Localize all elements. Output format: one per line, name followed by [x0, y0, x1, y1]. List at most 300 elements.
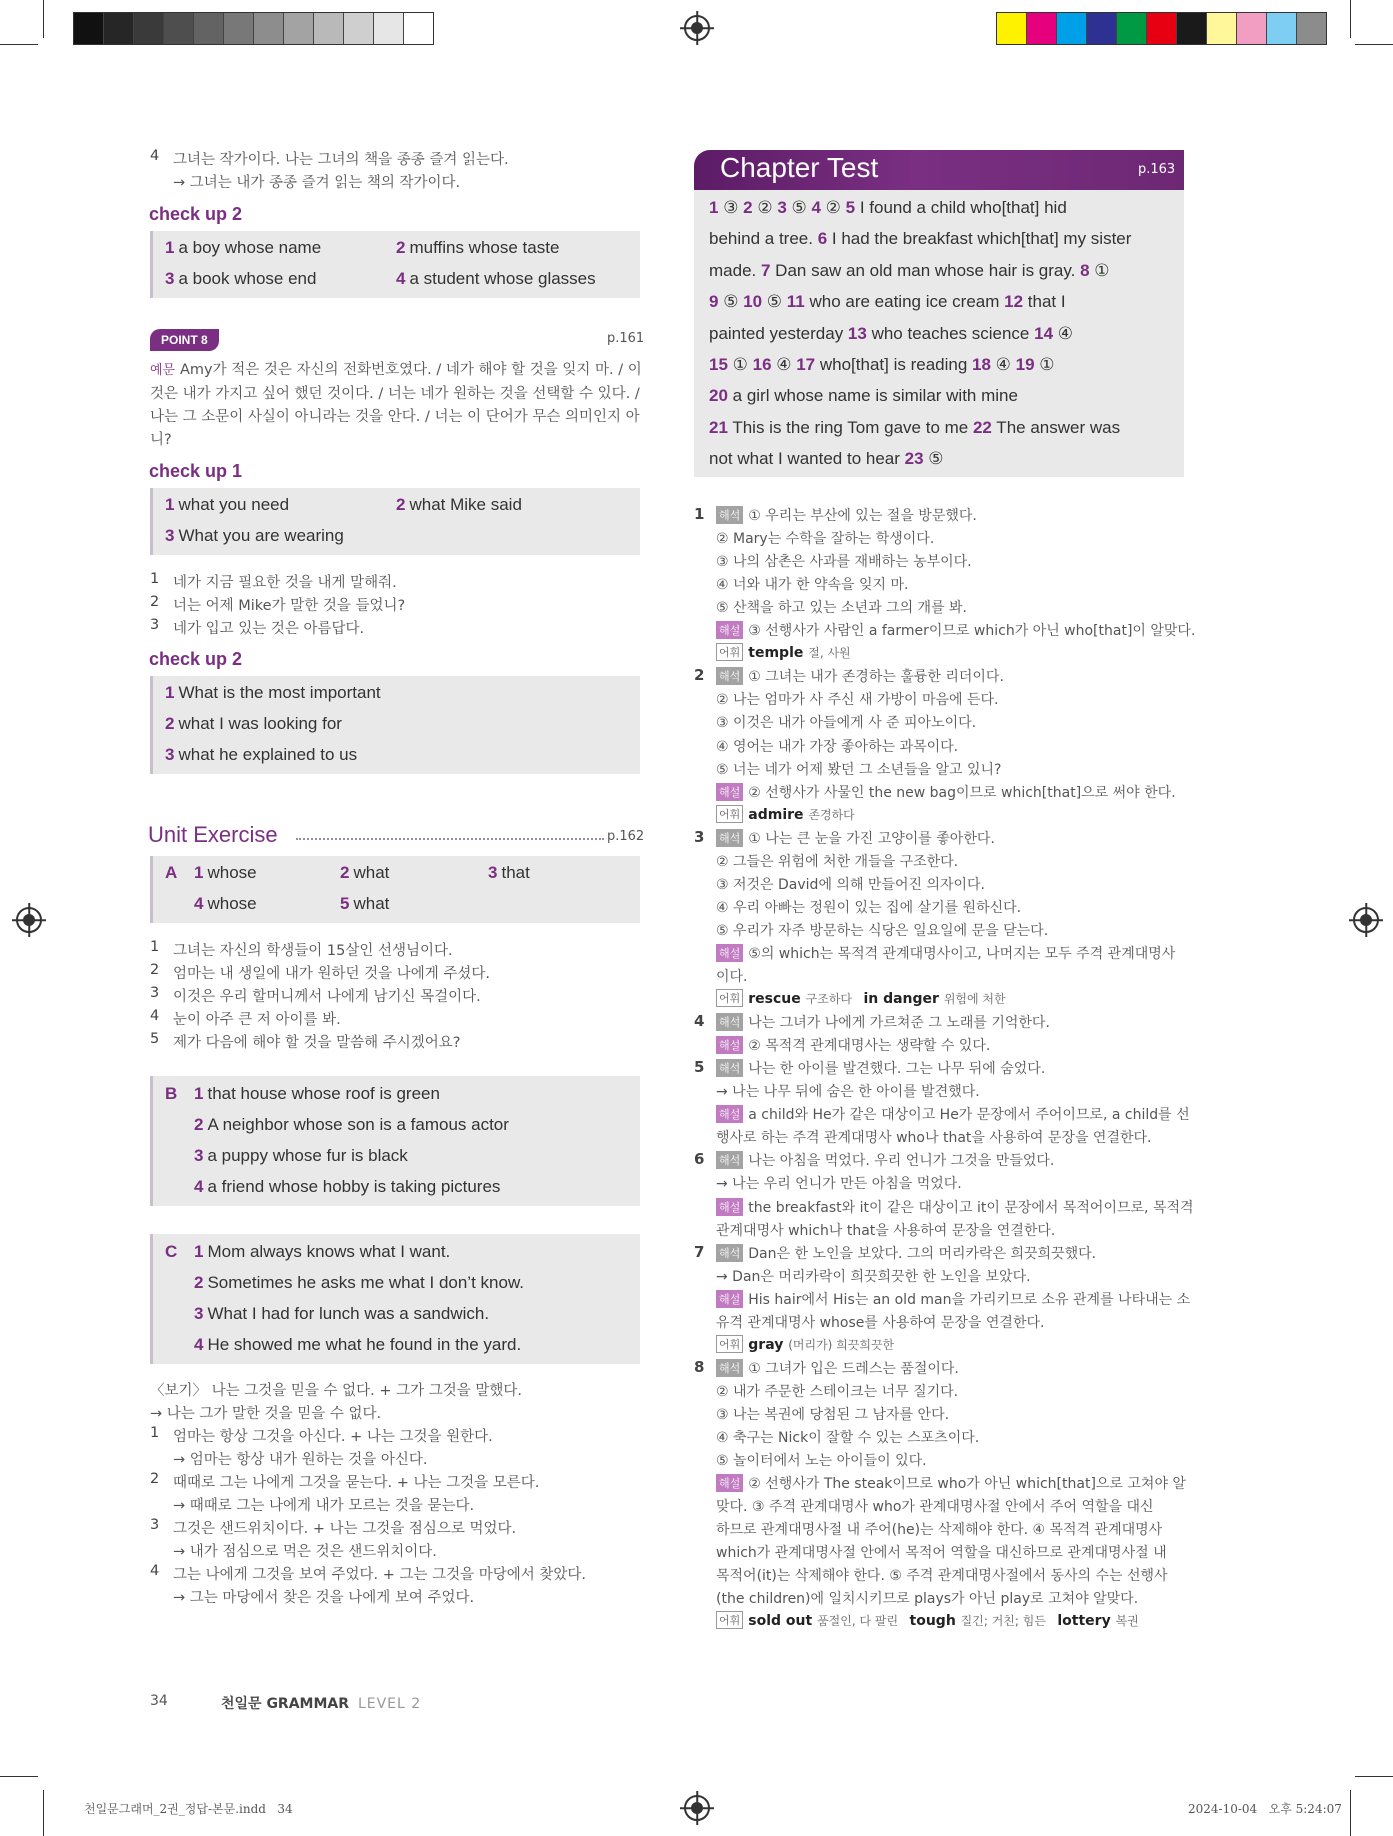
gray-swatch-2 [104, 13, 134, 44]
explanation-line [716, 1381, 958, 1401]
color-swatch-3 [1057, 13, 1087, 44]
label-badge: 해석 [716, 506, 743, 524]
crop-mark [1355, 44, 1393, 45]
chapter-test-line [709, 324, 1073, 344]
color-swatch-4 [1087, 13, 1117, 44]
explanation-text: ③ 선행사가 사람인 a farmer이므로 which가 아닌 who[that]이 알맞다. [748, 623, 1196, 640]
explanation-line [716, 551, 972, 571]
vocab-word: sold out [748, 1613, 818, 1630]
item-number: 1 [150, 571, 160, 587]
label-badge: 해석 [716, 1244, 743, 1262]
footer-brand: 천일문 GRAMMAR LEVEL 2 [221, 1696, 422, 1712]
answer-text: ⑤ [786, 198, 812, 217]
crop-mark [0, 1776, 38, 1777]
answer-text: The answer was [991, 417, 1121, 437]
explanation-line [716, 1150, 1054, 1170]
question-number: 3 [777, 198, 787, 217]
explanation-text: ④ 축구는 Nick이 잘할 수 있는 스포츠이다. [716, 1430, 980, 1446]
answer-item: 1 What is the most important [165, 683, 381, 702]
answer-text: Dan saw an old man whose hair is gray. [770, 260, 1081, 280]
vocab-word: gray [748, 1336, 789, 1353]
explanation-line [716, 1519, 1162, 1539]
checkup-2b-heading: check up 2 [149, 649, 243, 669]
gray-swatch-1 [74, 13, 104, 44]
vocab-meaning: 복권 [1115, 1614, 1151, 1629]
example-line: 것은 내가 가지고 싶어 했던 것이다. / 너는 네가 원하는 것을 선택할 수 있다. / [150, 386, 640, 402]
explanation-line [716, 1450, 927, 1470]
explanation-line [716, 1496, 1154, 1516]
translation-line: 눈이 아주 큰 저 아이를 봐. [173, 1012, 341, 1028]
registration-mark-right [1353, 907, 1379, 933]
translation-line: 네가 입고 있는 것은 아름답다. [173, 621, 365, 637]
vocab-word: admire [748, 806, 809, 823]
vocab-meaning: 질긴; 거친; 힘든 [960, 1614, 1058, 1629]
color-swatch-2 [1027, 13, 1057, 44]
question-number: 21 [709, 417, 728, 437]
answer-text: ① [727, 355, 753, 374]
answer-item: 3 a puppy whose fur is black [194, 1146, 408, 1165]
explanation-text: ⑤ 산책을 하고 있는 소년과 그의 개를 봐. [716, 600, 968, 617]
explanation-number: 7 [694, 1242, 705, 1261]
explanation-line [716, 828, 995, 848]
explanation-line [716, 1427, 979, 1447]
question-number: 20 [709, 386, 728, 406]
explanation-text: ④ 우리 아빠는 정원이 있는 집에 살기를 원하신다. [716, 899, 1022, 916]
answer-text: ④ [990, 355, 1016, 374]
vocab-word: lottery [1057, 1613, 1116, 1630]
crop-mark [1355, 1776, 1393, 1777]
gray-swatch-5 [194, 13, 224, 44]
explanation-line [716, 505, 977, 525]
translation-line: 엄마는 내 생일에 내가 원하던 것을 나에게 주셨다. [173, 966, 491, 982]
explanation-line [716, 1542, 1167, 1562]
answer-text: ⑤ [718, 292, 744, 312]
answer-text: painted yesterday [709, 323, 848, 343]
color-swatch-5 [1117, 13, 1147, 44]
explanation-line [716, 1243, 1096, 1263]
page-number: 34 [150, 1693, 168, 1709]
explanation-text: ① 그녀는 내가 존경하는 훌륭한 리더이다. [748, 669, 1004, 686]
answer-text: ⑤ [762, 292, 787, 312]
answer-item: 3 What you are wearing [165, 526, 344, 545]
chapter-test-line [709, 386, 1018, 406]
answer-item: 4 whose [194, 894, 257, 913]
explanation-text: ② 목적격 관계대명사는 생략할 수 있다. [748, 1038, 991, 1055]
label-badge: 어휘 [716, 805, 743, 823]
explanation-text: ⑤ 너는 네가 어제 봤던 그 소년들을 알고 있니? [716, 761, 1002, 778]
explanation-text: ⑤ 놀이터에서 노는 아이들이 있다. [716, 1453, 927, 1470]
checkup-2-heading: check up 2 [149, 204, 243, 224]
color-swatch-10 [1267, 13, 1297, 44]
section-c-letter: C [165, 1242, 178, 1261]
question-number: 16 [752, 355, 772, 374]
explanation-line [716, 782, 1176, 802]
explanation-line [716, 1081, 980, 1101]
registration-mark-top [684, 15, 710, 41]
chapter-test-line [709, 229, 1131, 249]
label-badge: 해석 [716, 1359, 743, 1377]
answer-item: 1 whose [194, 863, 257, 882]
explanation-text: ⑤ 우리가 자주 방문하는 식당은 일요일에 문을 닫는다. [716, 922, 1049, 939]
explanation-line [716, 689, 999, 709]
page-reference: p.161 [607, 331, 645, 346]
explanation-line [716, 874, 985, 894]
label-badge: 해석 [716, 667, 743, 685]
explanation-text: 관계대명사 which나 that을 사용하여 문장을 연결한다. [716, 1222, 1056, 1239]
explanation-line [716, 666, 1004, 686]
item-number: 2 [150, 962, 160, 978]
answer-item: 3 a book whose end [165, 269, 317, 288]
example-line: 나는 그 소문이 사실이 아니라는 것을 안다. / 너는 이 단어가 무슨 의미인지 아 [150, 409, 640, 425]
chapter-test-line [709, 355, 1055, 375]
explanation-line [716, 759, 1002, 779]
explanation-text: 행사로 하는 주격 관계대명사 who나 that을 사용하여 문장을 연결한다. [716, 1130, 1152, 1147]
label-badge: 어휘 [716, 1611, 743, 1629]
explanation-line [716, 620, 1195, 640]
answer-text: ⑤ [923, 449, 944, 469]
answer-text: behind a tree. [709, 229, 818, 249]
question-number: 4 [811, 198, 821, 217]
answer-item: 4 He showed me what he found in the yard. [194, 1335, 522, 1354]
page-reference: p.163 [1138, 162, 1176, 177]
question-number: 15 [709, 355, 728, 374]
color-swatch-11 [1297, 13, 1326, 44]
explanation-number: 8 [694, 1357, 705, 1376]
explanation-text: ② 그들은 위험에 처한 개들을 구조한다. [716, 853, 959, 870]
explanation-text: ④ 영어는 내가 가장 좋아하는 과목이다. [716, 738, 959, 755]
gray-swatch-8 [284, 13, 314, 44]
question-number: 17 [796, 355, 816, 374]
explanation-text: ⑤의 which는 목적격 관계대명사이고, 나머지는 모두 주격 관계대명사 [748, 945, 1176, 962]
chapter-test-line [709, 418, 1120, 438]
explanation-text: ② 선행사가 The steak이므로 who가 아닌 which[that]으로 고쳐야 알 [748, 1476, 1186, 1493]
explanation-line [716, 528, 934, 548]
explanation-number: 2 [694, 666, 705, 685]
explanation-text: the breakfast와 it이 같은 대상이고 it이 문장에서 목적어이므로, 목적격 [748, 1199, 1194, 1216]
item-number: 3 [150, 617, 160, 633]
explanation-text: His hair에서 His는 an old man을 가리키므로 소유 관계를 나타내는 소 [748, 1291, 1191, 1308]
color-swatch-8 [1207, 13, 1237, 44]
explanation-text: 이다. [716, 969, 748, 985]
item-number: 5 [150, 1031, 160, 1047]
question-number: 19 [1015, 355, 1035, 374]
answer-item: 2 A neighbor whose son is a famous actor [194, 1115, 509, 1134]
label-badge: 해석 [716, 829, 743, 847]
label-badge: 해석 [716, 1151, 743, 1169]
question-number: 22 [972, 417, 992, 437]
answer-text: I had the breakfast which[that] my sister [827, 229, 1132, 249]
explanation-line [716, 1404, 949, 1424]
explanation-text: ① 나는 큰 눈을 가진 고양이를 좋아한다. [748, 830, 995, 847]
label-badge: 해설 [716, 944, 743, 962]
answer-text: not what I wanted to hear [709, 449, 905, 469]
explanation-line [716, 1611, 1150, 1629]
label-badge: 해설 [716, 1105, 743, 1123]
answer-text: who[that] is reading [815, 355, 973, 374]
answer-item: 2 muffins whose taste [396, 238, 560, 257]
explanation-line [716, 1220, 1055, 1240]
question-number: 11 [786, 292, 805, 312]
explanation-text: ② 나는 엄마가 사 주신 새 가방이 마음에 든다. [716, 692, 999, 709]
explanation-number: 3 [694, 827, 705, 846]
explanation-text: ② 내가 주문한 스테이크는 너무 질기다. [716, 1383, 959, 1400]
vocab-meaning: (머리가) 희끗희끗한 [788, 1337, 906, 1352]
gray-swatch-4 [164, 13, 194, 44]
slug-timestamp: 2024-10-04 오후 5:24:07 [1188, 1802, 1342, 1816]
translation-line: 네가 지금 필요한 것을 내게 말해줘. [173, 575, 397, 591]
explanation-line [716, 712, 976, 732]
gray-swatch-11 [374, 13, 404, 44]
vocab-meaning: 위험에 처한 [943, 992, 1018, 1007]
unit-exercise-title: Unit Exercise [148, 822, 278, 847]
question-number: 9 [709, 292, 719, 312]
translation-line: 제가 다음에 해야 할 것을 말씀해 주시겠어요? [173, 1035, 461, 1051]
answer-item: 4 a friend whose hobby is taking pictures [194, 1177, 501, 1196]
checkup-1-heading: check up 1 [149, 461, 243, 481]
answer-item: 1 what you need [165, 495, 290, 514]
color-bar [996, 12, 1327, 45]
explanation-line [716, 897, 1021, 917]
answer-text: I found a child who[that] hid [855, 198, 1067, 217]
crop-mark [0, 44, 38, 45]
vocab-meaning: 절, 사원 [808, 646, 863, 661]
question-number: 18 [972, 355, 991, 374]
explanation-line [716, 1358, 959, 1378]
label-badge: 해설 [716, 621, 743, 639]
vocab-word: in danger [863, 991, 944, 1008]
explanation-number: 4 [694, 1012, 705, 1031]
section-b-letter: B [165, 1084, 178, 1103]
explanation-line [716, 943, 1175, 963]
answer-text: made. [709, 260, 761, 280]
vocab-word: rescue [748, 991, 806, 1008]
explanation-text: → 나는 우리 언니가 만든 아침을 먹었다. [716, 1176, 962, 1193]
chapter-test-line [709, 449, 944, 469]
explanation-line [716, 643, 862, 661]
vocab-word: temple [748, 645, 809, 662]
translation-line: 때때로 그는 나에게 그것을 묻는다. + 나는 그것을 모른다. [173, 1475, 540, 1491]
answer-item: 1 that house whose roof is green [194, 1084, 440, 1103]
explanation-text: 맞다. ③ 주격 관계대명사 who가 관계대명사절 안에서 주어 역할을 대신 [716, 1499, 1154, 1516]
crop-mark [43, 1790, 44, 1836]
answer-item: 5 what [340, 894, 390, 913]
item-number: 2 [150, 1471, 160, 1487]
chapter-test-line [709, 292, 1066, 312]
item-number: 1 [150, 1425, 160, 1441]
translation-line: → 그는 마당에서 찾은 것을 나에게 보여 주었다. [173, 1590, 475, 1606]
vocab-meaning: 존경하다 [808, 807, 867, 822]
translation-line: 그는 나에게 그것을 보여 주었다. + 그는 그것을 마당에서 찾았다. [173, 1567, 587, 1583]
vocab-word: tough [909, 1613, 961, 1630]
explanation-number: 5 [694, 1058, 705, 1077]
answer-item: 1 Mom always knows what I want. [194, 1242, 451, 1261]
color-swatch-6 [1147, 13, 1177, 44]
explanation-text: ② 선행사가 사물인 the new bag이므로 which[that]으로 써야 한다. [748, 784, 1176, 801]
example-sentence: → 나는 그가 말한 것을 믿을 수 없다. [150, 1406, 382, 1422]
answer-text: who teaches science [866, 323, 1035, 343]
explanation-text: ③ 나의 삼촌은 사과를 재배하는 농부이다. [716, 554, 972, 571]
label-badge: 해설 [716, 1474, 743, 1492]
answer-text: ③ [718, 198, 744, 217]
answer-text: ② [752, 198, 778, 217]
explanation-line [716, 1127, 1151, 1147]
slug-file-name: 천일문그래머_2권_정답-본문.indd 34 [84, 1802, 293, 1816]
chapter-test-line [709, 198, 1067, 218]
gray-swatch-7 [254, 13, 284, 44]
explanation-line [716, 1565, 1168, 1585]
explanation-line [716, 1588, 1138, 1608]
answer-text: This is the ring Tom gave to me [727, 417, 973, 437]
label-badge: 어휘 [716, 643, 743, 661]
answer-text: that I [1023, 292, 1066, 312]
item-number: 1 [150, 939, 160, 955]
explanation-text: 나는 아침을 먹었다. 우리 언니가 그것을 만들었다. [748, 1153, 1055, 1170]
label-badge: 해석 [716, 1059, 743, 1077]
explanation-text: ④ 너와 내가 한 약속을 잊지 마. [716, 577, 909, 594]
gray-swatch-3 [134, 13, 164, 44]
translation-line: 이것은 우리 할머니께서 나에게 남기신 목걸이다. [173, 989, 481, 1005]
explanation-text: ③ 저것은 David에 의해 만들어진 의자이다. [716, 876, 986, 893]
item-number: 4 [150, 1008, 160, 1024]
translation-line: → 엄마는 항상 내가 원하는 것을 아신다. [173, 1452, 428, 1468]
section-a-letter: A [165, 863, 178, 882]
translation-line: → 그녀는 내가 종종 즐겨 읽는 책의 작가이다. [173, 175, 461, 191]
explanation-text: ③ 나는 복권에 당첨된 그 남자를 안다. [716, 1406, 950, 1423]
explanation-number: 6 [694, 1150, 705, 1169]
question-number: 1 [709, 198, 719, 217]
example-sentence: 〈보기〉 나는 그것을 믿을 수 없다. + 그가 그것을 말했다. [150, 1383, 522, 1399]
explanation-text: a child와 He가 같은 대상이고 He가 문장에서 주어이므로, a child를 선 [748, 1107, 1190, 1124]
label-badge: 해석 [716, 1013, 743, 1031]
example-line: 니? [150, 432, 172, 448]
answer-item: 3 that [488, 863, 530, 882]
item-number: 4 [150, 148, 160, 164]
explanation-line [716, 736, 958, 756]
answer-text: ④ [771, 355, 797, 374]
question-number: 23 [904, 449, 924, 469]
explanation-line [716, 1035, 990, 1055]
label-badge: 해설 [716, 783, 743, 801]
explanation-number: 1 [694, 505, 705, 523]
explanation-text: (the children)에 일치시키므로 plays가 아닌 play로 고쳐야 알맞다. [716, 1591, 1139, 1608]
crop-mark [1350, 0, 1351, 38]
explanation-text: ③ 이것은 내가 아들에게 사 준 피아노이다. [716, 715, 977, 732]
example-line: Amy가 적은 것은 자신의 전화번호였다. / 네가 해야 할 것을 잊지 마. / 이 [180, 362, 642, 378]
crop-mark [1350, 1790, 1351, 1836]
item-number: 4 [150, 1563, 160, 1579]
explanation-line [716, 1104, 1190, 1124]
explanation-text: ② Mary는 수학을 잘하는 학생이다. [716, 531, 935, 548]
answer-text: who are eating ice cream [804, 292, 1005, 312]
question-number: 5 [845, 198, 856, 217]
explanation-text: 나는 그녀가 나에게 가르쳐준 그 노래를 기억한다. [748, 1015, 1050, 1032]
explanation-line [716, 1266, 1031, 1286]
answer-item: 4 a student whose glasses [396, 269, 596, 288]
explanation-line [716, 1312, 1044, 1332]
point-8-badge: POINT 8 [150, 329, 219, 351]
explanation-line [716, 989, 1017, 1007]
gray-swatch-9 [314, 13, 344, 44]
title-leader-dots [296, 838, 604, 840]
item-number: 3 [150, 985, 160, 1001]
question-number: 2 [743, 198, 753, 217]
translation-line: → 때때로 그는 나에게 내가 모르는 것을 묻는다. [173, 1498, 475, 1514]
registration-mark-bottom [684, 1795, 710, 1821]
question-number: 14 [1034, 323, 1054, 343]
question-number: 13 [847, 323, 867, 343]
answer-item: 2 Sometimes he asks me what I don’t know. [194, 1273, 525, 1292]
explanation-line [716, 1012, 1050, 1032]
answer-item: 2 what Mike said [396, 495, 522, 514]
explanation-line [716, 920, 1048, 940]
explanation-line [716, 597, 967, 617]
item-number: 3 [150, 1517, 160, 1533]
explanation-line [716, 1473, 1186, 1493]
item-number: 2 [150, 594, 160, 610]
gray-swatch-12 [404, 13, 433, 44]
question-number: 10 [743, 292, 763, 312]
label-badge: 어휘 [716, 1335, 743, 1353]
explanation-text: which가 관계대명사절 안에서 목적어 역할을 대신하므로 관계대명사절 내 [716, 1545, 1167, 1562]
answer-text: ② [820, 198, 846, 217]
color-swatch-7 [1177, 13, 1207, 44]
explanation-text: ① 우리는 부산에 있는 절을 방문했다. [748, 508, 977, 524]
translation-line: 너는 어제 Mike가 말한 것을 들었니? [173, 598, 406, 614]
answer-text: ④ [1053, 323, 1073, 343]
answer-item: 3 what he explained to us [165, 745, 358, 764]
translation-line: → 내가 점심으로 먹은 것은 샌드위치이다. [173, 1544, 437, 1560]
translation-line: 엄마는 항상 그것을 아신다. + 나는 그것을 원한다. [173, 1429, 493, 1445]
answer-text: a girl whose name is similar with mine [727, 386, 1018, 406]
explanation-line [716, 1335, 906, 1353]
question-number: 7 [760, 260, 771, 280]
explanation-line [716, 574, 908, 594]
explanation-text: 목적어(it)는 삭제해야 한다. ⑤ 주격 관계대명사절에서 동사의 수는 선행사 [716, 1568, 1168, 1585]
translation-line: 그녀는 자신의 학생들이 15살인 선생님이다. [173, 943, 453, 959]
explanation-line [716, 966, 748, 986]
question-number: 6 [817, 229, 828, 249]
translation-line: 그것은 샌드위치이다. + 나는 그것을 점심으로 먹었다. [173, 1521, 517, 1537]
translation-line: 그녀는 작가이다. 나는 그녀의 책을 종종 즐겨 읽는다. [173, 152, 509, 168]
label-badge: 해설 [716, 1036, 743, 1054]
example-label: 예문 [150, 363, 176, 378]
grayscale-bar [73, 12, 434, 45]
explanation-text: 나는 한 아이를 발견했다. 그는 나무 뒤에 숨었다. [748, 1061, 1046, 1078]
label-badge: 어휘 [716, 989, 743, 1007]
explanation-text: 하므로 관계대명사절 내 주어(he)는 삭제해야 한다. ④ 목적격 관계대명사 [716, 1522, 1163, 1539]
answer-item: 1 a boy whose name [165, 238, 322, 257]
explanation-text: → Dan은 머리카락이 희끗희끗한 한 노인을 보았다. [716, 1268, 1031, 1285]
explanation-line [716, 1058, 1045, 1078]
chapter-test-title: Chapter Test [720, 152, 879, 183]
answer-text: ① [1089, 260, 1110, 280]
gray-swatch-6 [224, 13, 254, 44]
label-badge: 해설 [716, 1290, 743, 1308]
answer-item: 2 what I was looking for [165, 714, 342, 733]
question-number: 12 [1004, 292, 1024, 312]
color-swatch-1 [997, 13, 1027, 44]
registration-mark-left [16, 907, 42, 933]
explanation-line [716, 1197, 1194, 1217]
vocab-meaning: 품절인, 다 팔린 [817, 1614, 910, 1629]
vocab-meaning: 구조하다 [805, 992, 864, 1007]
answer-item: 3 What I had for lunch was a sandwich. [194, 1304, 490, 1323]
explanation-line [716, 851, 958, 871]
explanation-line [716, 805, 866, 823]
explanation-text: → 나는 나무 뒤에 숨은 한 아이를 발견했다. [716, 1084, 980, 1101]
explanation-text: 유격 관계대명사 whose를 사용하여 문장을 연결한다. [716, 1314, 1045, 1331]
page-reference: p.162 [607, 829, 645, 844]
